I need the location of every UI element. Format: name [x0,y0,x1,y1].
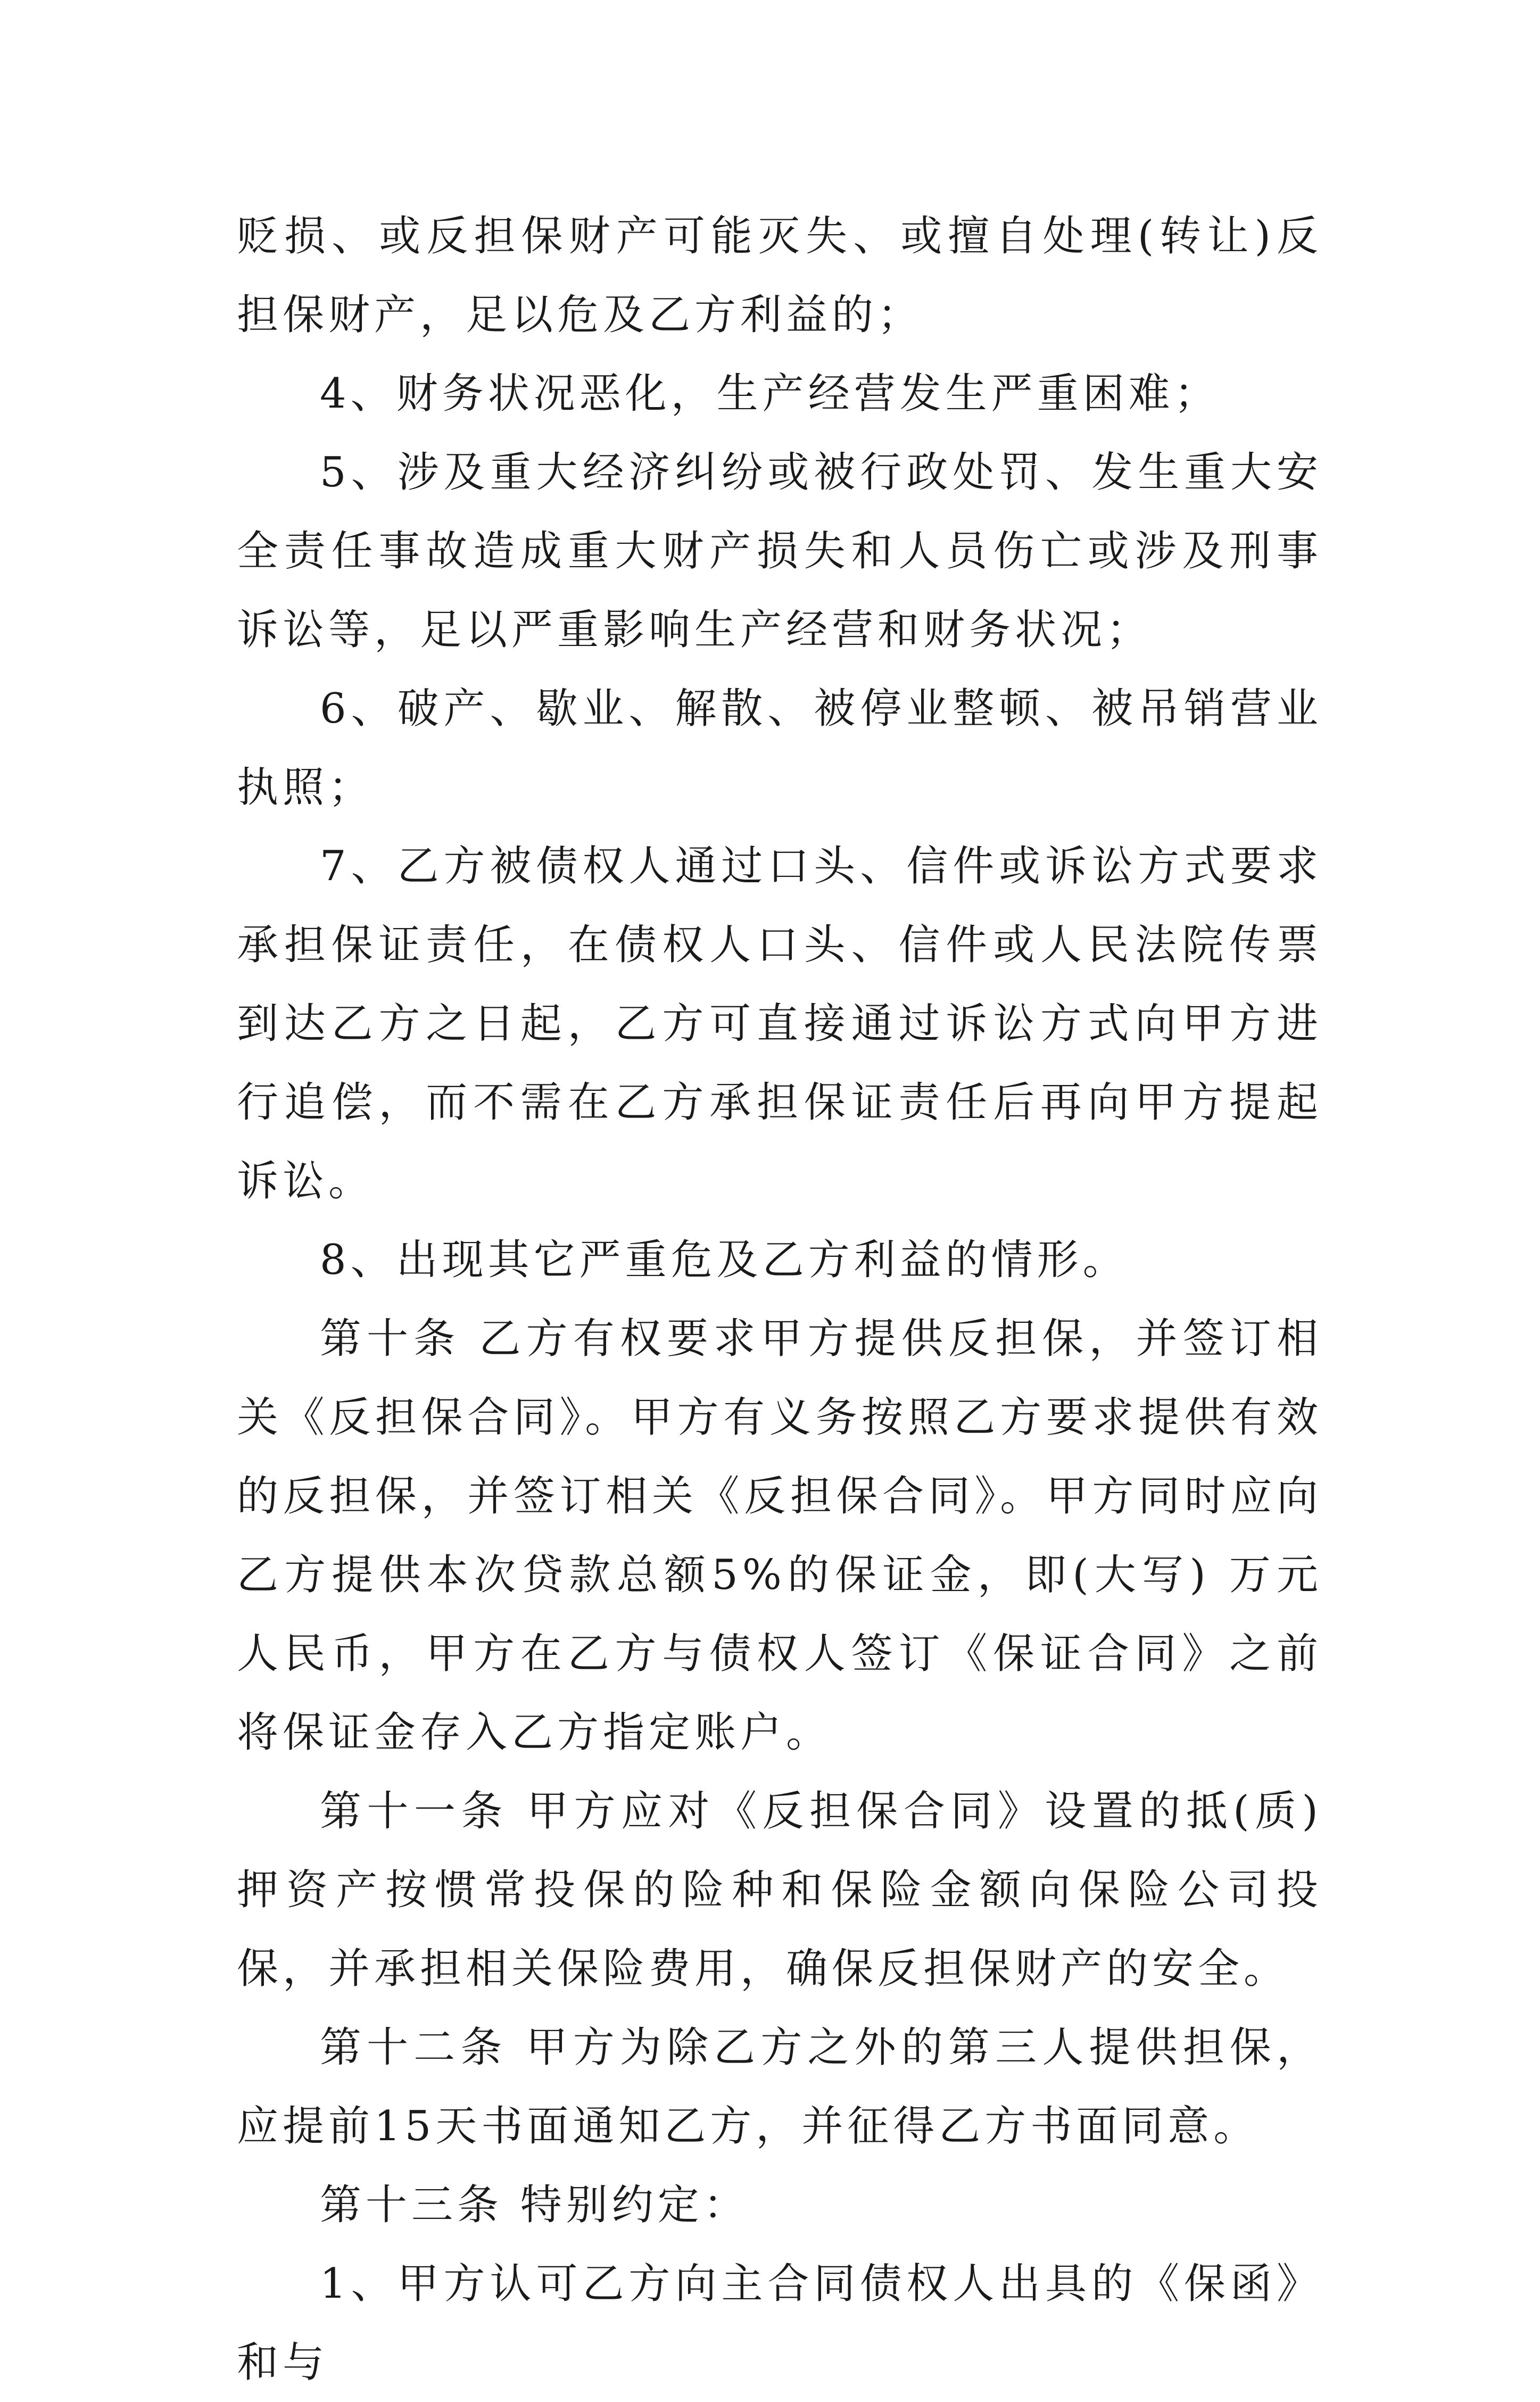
article-13-item-1: 1、甲方认可乙方向主合同债权人出具的《保函》和与 [237,2260,1322,2387]
document-body [237,197,1322,2402]
paragraph-item-8: 8、出现其它严重危及乙方利益的情形。 [320,1236,1129,1284]
paragraph-item-4: 4、财务状况恶化，生产经营发生严重困难； [320,370,1220,418]
paragraph-item-6: 6、破产、歇业、解散、被停业整顿、被吊销营业执照； [237,685,1322,811]
article-13-heading: 第十三条 特别约定： [320,2181,749,2229]
article-12: 第十二条 甲方为除乙方之外的第三人提供担保，应提前15天书面通知乙方，并征得乙方书面同意。 [237,2024,1322,2150]
article-11: 第十一条 甲方应对《反担保合同》设置的抵(质)押资产按惯常投保的险种和保险金额向保险公司投保，并承担相关保险费用，确保反担保财产的安全。 [237,1787,1322,1993]
paragraph-continuation: 贬损、或反担保财产可能灭失、或擅自处理(转让)反担保财产，足以危及乙方利益的； [237,212,1322,339]
paragraph-item-7: 7、乙方被债权人通过口头、信件或诉讼方式要求承担保证责任，在债权人口头、信件或人民法院传票到达乙方之日起，乙方可直接通过诉讼方式向甲方进行追偿，而不需在乙方承担保证责任后再向甲方提起诉讼。 [237,842,1322,1205]
article-10: 第十条 乙方有权要求甲方提供反担保，并签订相关《反担保合同》。甲方有义务按照乙方要求提供有效的反担保，并签订相关《反担保合同》。甲方同时应向乙方提供本次贷款总额5%的保证金，即(大写) 万元人民币，甲方在乙方与债权人签订《保证合同》之前将保证金存入乙方指定账户。 [237,1315,1322,1757]
paragraph-item-5: 5、涉及重大经济纠纷或被行政处罚、发生重大安全责任事故造成重大财产损失和人员伤亡或涉及刑事诉讼等，足以严重影响生产经营和财务状况； [237,449,1322,654]
